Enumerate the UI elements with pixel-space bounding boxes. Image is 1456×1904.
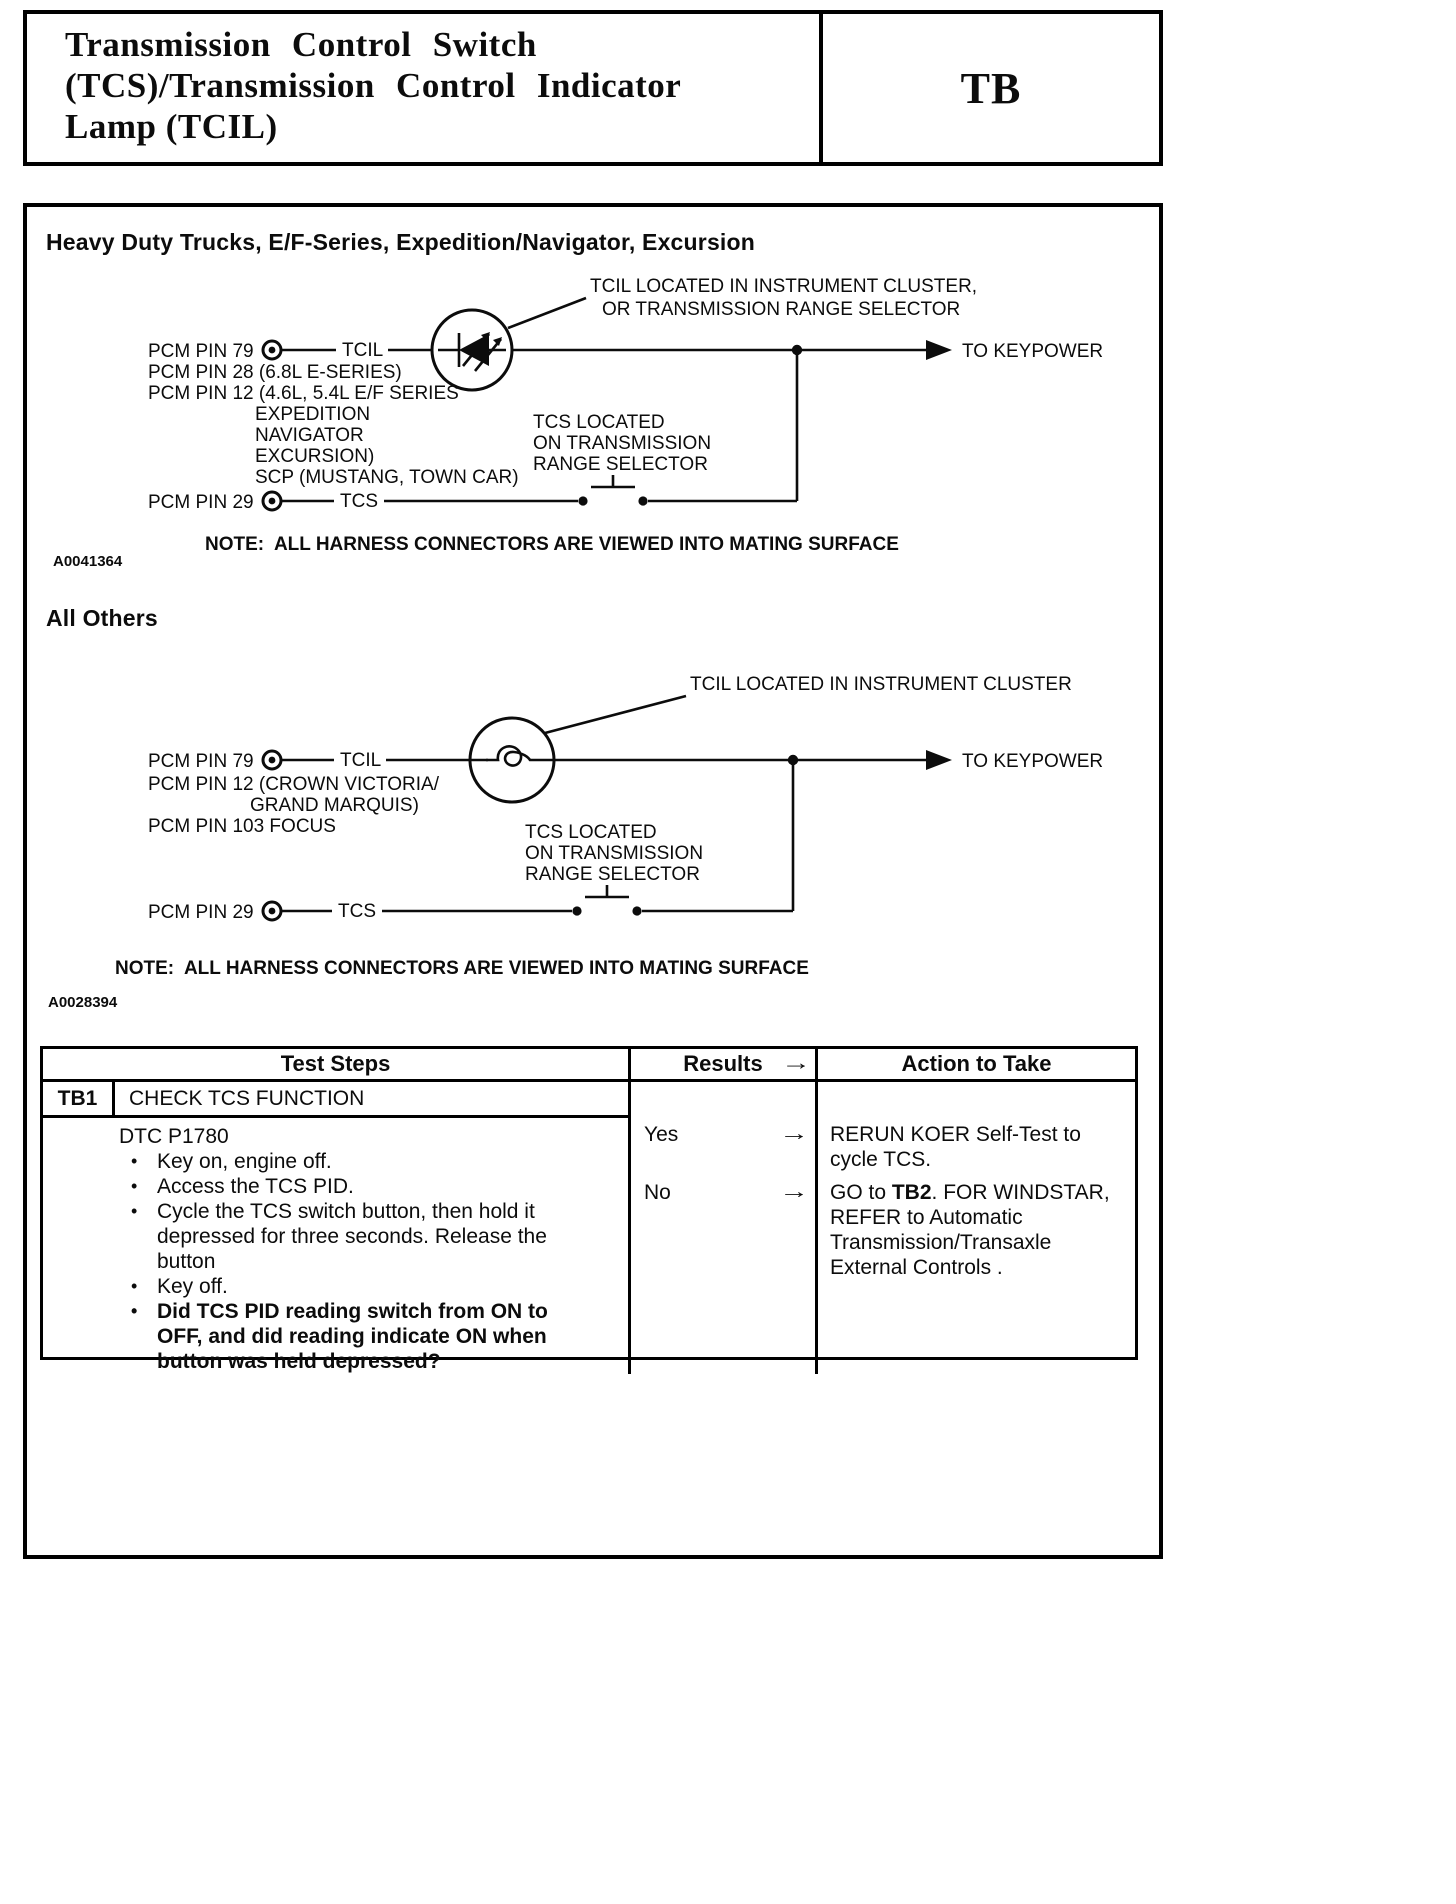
test-steps-header-label: Test Steps <box>280 1051 391 1076</box>
step-title: CHECK TCS FUNCTION <box>129 1086 365 1110</box>
tcs-wire-label: TCS <box>340 491 378 512</box>
tcil-wire-label: TCIL <box>340 750 382 771</box>
pinpoint-test-code-box <box>819 14 1159 162</box>
action-yes-label: RERUN KOER Self-Test to cycle TCS. <box>830 1123 1081 1171</box>
action-no-step-ref: TB2 <box>891 1181 932 1204</box>
pinpoint-test-code: TB <box>960 63 1022 113</box>
results-cell <box>631 1082 818 1374</box>
keypower-arrow-icon <box>926 750 952 770</box>
pin12-label: PCM PIN 12 (4.6L, 5.4L E/F SERIES <box>148 383 459 404</box>
tcil-wire-label: TCIL <box>342 340 384 361</box>
tcs-location-line1: TCS LOCATED <box>533 412 665 433</box>
result-yes-label: Yes <box>644 1123 679 1146</box>
figure-id-2: A0028394 <box>48 994 118 1011</box>
bullet-text: • Access the TCS PID. <box>157 1175 354 1198</box>
section-heading-all-others: All Others <box>46 605 158 631</box>
step-instructions <box>43 1118 628 1374</box>
keypower-label: TO KEYPOWER <box>962 341 1104 362</box>
step-bullet-question <box>119 1299 594 1374</box>
results-header-arrow: → <box>781 1052 811 1075</box>
action-no-text <box>830 1180 1125 1280</box>
column-header-test-steps <box>43 1049 631 1079</box>
pin79-label: PCM PIN 79 <box>148 751 254 772</box>
content-frame <box>23 203 1163 1559</box>
pin79-connector-icon <box>263 751 281 769</box>
pin12-label-cont3: EXCURSION) <box>255 446 375 467</box>
step-bullet <box>119 1199 594 1274</box>
bullet-text: • Cycle the TCS switch button, then hold it depressed for three seconds. Release the button <box>157 1200 547 1273</box>
tcil-location-callout: TCIL LOCATED IN INSTRUMENT CLUSTER <box>690 674 1072 695</box>
step-title-row <box>43 1082 628 1118</box>
result-yes-arrow: → <box>779 1123 809 1145</box>
page-title <box>27 14 819 162</box>
action-no-post: . FOR WINDSTAR, REFER to Automatic Transmission/Transaxle External Controls . <box>830 1181 1110 1279</box>
callout-pointer-line <box>508 298 586 328</box>
pinpoint-test-table <box>40 1046 1138 1373</box>
step-id: TB1 <box>43 1082 115 1115</box>
action-no-pre: GO to <box>830 1181 892 1204</box>
figure-id-1: A0041364 <box>53 553 123 570</box>
tcs-location-line1: TCS LOCATED <box>525 822 657 843</box>
result-no-arrow: → <box>779 1181 809 1203</box>
table-header-row <box>43 1049 1135 1082</box>
tcil-location-callout-line1: TCIL LOCATED IN INSTRUMENT CLUSTER, <box>590 276 978 297</box>
page-title-line2: (TCS)/Transmission Control Indicator <box>65 66 682 105</box>
dtc-code: DTC P1780 <box>119 1125 229 1148</box>
results-header-label: Results <box>683 1051 763 1076</box>
tcs-location-line2: ON TRANSMISSION <box>533 433 712 454</box>
tcs-switch-icon <box>578 475 647 506</box>
page-title-line1: Transmission Control Switch <box>65 25 537 64</box>
bullet-text: • Did TCS PID reading switch from ON to OFF, and did reading indicate ON when button was held depressed? <box>157 1300 548 1373</box>
action-header-label: Action to Take <box>901 1051 1052 1076</box>
bullet-text: • Key off. <box>157 1275 228 1298</box>
tcs-location-line3: RANGE SELECTOR <box>533 454 708 475</box>
pin29-connector-icon <box>263 902 281 920</box>
tcs-location-line2: ON TRANSMISSION <box>525 843 704 864</box>
pin28-label: PCM PIN 28 (6.8L E-SERIES) <box>148 362 402 383</box>
table-body <box>43 1082 1135 1374</box>
pin29-connector-icon <box>263 492 281 510</box>
tcil-led-icon <box>432 310 512 390</box>
keypower-label: TO KEYPOWER <box>962 751 1104 772</box>
tcs-switch-icon <box>572 885 641 916</box>
pin29-label: PCM PIN 29 <box>148 492 254 513</box>
result-yes-row <box>644 1122 809 1147</box>
keypower-arrow-icon <box>926 340 952 360</box>
page-title-line3: Lamp (TCIL) <box>65 107 278 146</box>
wiring-diagram-all-others <box>40 665 1160 955</box>
action-yes-text <box>830 1122 1125 1172</box>
action-cell <box>818 1082 1135 1374</box>
callout-pointer-line <box>545 696 686 733</box>
pin12-label-cont1: EXPEDITION <box>255 404 371 425</box>
tcs-location-line3: RANGE SELECTOR <box>525 864 700 885</box>
test-steps-cell <box>43 1082 631 1374</box>
step-bullet <box>119 1174 594 1199</box>
section-heading-heavy-duty: Heavy Duty Trucks, E/F-Series, Expedition/Navigator, Excursion <box>46 229 756 255</box>
harness-note-2: NOTE: ALL HARNESS CONNECTORS ARE VIEWED INTO MATING SURFACE <box>115 958 809 979</box>
step-bullet <box>119 1274 594 1299</box>
pin12-label: PCM PIN 12 (CROWN VICTORIA/ <box>148 774 440 795</box>
result-no-label: No <box>644 1181 671 1204</box>
scp-label: SCP (MUSTANG, TOWN CAR) <box>255 467 519 488</box>
result-no-row <box>644 1180 809 1205</box>
pin79-label: PCM PIN 79 <box>148 341 254 362</box>
pin12-label-cont2: NAVIGATOR <box>255 425 364 446</box>
tcil-lamp-icon <box>470 718 554 802</box>
bullet-text: • Key on, engine off. <box>157 1150 332 1173</box>
step-bullet <box>119 1149 594 1174</box>
column-header-action <box>818 1049 1135 1079</box>
pin29-label: PCM PIN 29 <box>148 902 254 923</box>
tcil-location-callout-line2: OR TRANSMISSION RANGE SELECTOR <box>602 299 961 320</box>
pin79-connector-icon <box>263 341 281 359</box>
tcs-wire-label: TCS <box>338 901 376 922</box>
pin12-label-cont1: GRAND MARQUIS) <box>250 795 419 816</box>
harness-note-1: NOTE: ALL HARNESS CONNECTORS ARE VIEWED INTO MATING SURFACE <box>205 534 899 555</box>
pin103-label: PCM PIN 103 FOCUS <box>148 816 336 837</box>
title-block <box>23 10 1163 166</box>
column-header-results <box>631 1049 818 1079</box>
